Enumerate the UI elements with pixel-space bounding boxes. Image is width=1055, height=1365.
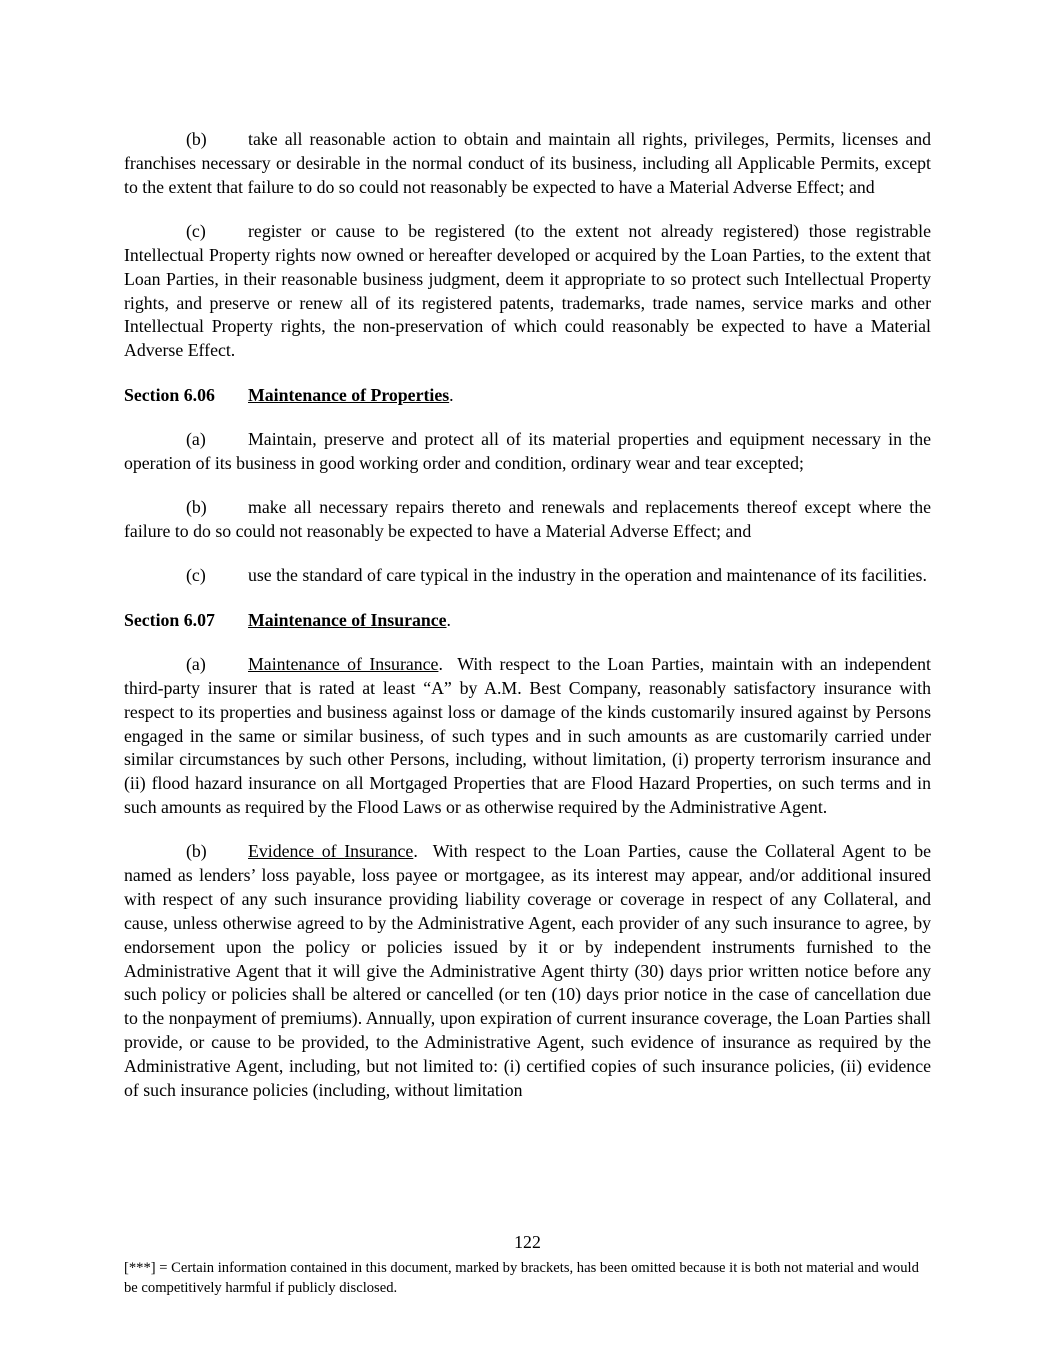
clause-text: register or cause to be registered (to the extent not already registered) those registrable Intellectual Property rights now owned or hereafter developed or acquired by the Loan Parties, to the extent that Loan Parties, in their reasonable business judgment, deem it appropriate to so protect such Intellectual Property rights, and preserve or renew all of its registered patents, trademarks, trade names, service marks and other Intellectual Property rights, the non-preservation of which could reasonably be expected to have a Material Adverse Effect. [124,221,931,361]
section-heading-6-07 [124,609,931,633]
clause-6-06-a [124,428,931,476]
clause-label: (a) [186,654,206,674]
document-body [124,128,931,1123]
redaction-footnote: [***] = Certain information contained in this document, marked by brackets, has been omitted because it is both not material and would be competitively harmful if publicly disclosed. [124,1260,919,1296]
clause-text: take all reasonable action to obtain and maintain all rights, privileges, Permits, licenses and franchises necessary or desirable in the normal conduct of its business, including all Applicable Permits, except to the extent that failure to do so could not reasonably be expected to have a Material Adverse Effect; and [124,129,931,197]
clause-text: use the standard of care typical in the industry in the operation and maintenance of its facilities. [248,565,927,586]
clause-heading: Evidence of Insurance [248,841,414,862]
page-number: 122 [514,1232,541,1252]
clause-heading-period: . [413,841,418,862]
section-heading-6-06 [124,384,931,408]
clause-heading-period: . [438,654,443,674]
clause-6-06-c [124,564,931,588]
clause-text: Maintain, preserve and protect all of its material properties and equipment necessary in the operation of its business in good working order and condition, ordinary wear and tear excepted; [124,428,931,473]
section-title-period: . [449,384,454,405]
clause-b-permits [124,128,931,200]
clause-c-intellectual-property [124,220,931,363]
section-title: Maintenance of Properties [248,384,450,405]
clause-label: (c) [186,221,206,242]
section-title-period: . [446,609,451,630]
clause-6-06-b [124,496,931,544]
clause-label: (b) [186,129,207,149]
clause-6-07-b [124,840,931,1102]
clause-label: (a) [186,428,206,449]
section-title: Maintenance of Insurance [248,609,447,630]
clause-6-07-a [124,653,931,820]
clause-text: With respect to the Loan Parties, cause the Collateral Agent to be named as lenders’ loss payable, loss payee or mortgagee, as its interest may appear, and/or additional insured with respect of any such insurance providing liability coverage or coverage in respect of any Collateral, and cause, unless otherwise agreed to by the Administrative Agent, each provider of any such insurance to agree, by endorsement upon the policy or policies issued by it or by independent instruments furnished to the Administrative Agent that it will give the Administrative Agent thirty (30) days prior written notice before any such policy or policies shall be altered or cancelled (or ten (10) days prior notice in the case of cancellation due to the nonpayment of premiums). Annually, upon expiration of current insurance coverage, the Loan Parties shall provide, or cause to be provided, to the Administrative Agent, such evidence of insurance as required by the Administrative Agent, including, but not limited to: (i) certified copies of such insurance policies, (ii) evidence of such insurance policies (including, without limitation [124,841,931,1100]
clause-heading: Maintenance of Insurance [248,654,439,674]
clause-label: (b) [186,841,207,862]
clause-text: With respect to the Loan Parties, maintain with an independent third-party insurer that is rated at least “A” by A.M. Best Company, reasonably satisfactory insurance with respect to its properties and business against loss or damage of the kinds customarily insured against by Persons engaged in the same or similar business, of such types and in such amounts as are customarily carried under similar circumstances by such other Persons, including, without limitation, (i) property terrorism insurance and (ii) flood hazard insurance on all Mortgaged Properties that are Flood Hazard Properties, on such terms and in such amounts as required by the Flood Laws or as otherwise required by the Administrative Agent. [124,654,931,818]
clause-label: (b) [186,497,207,518]
clause-text: make all necessary repairs thereto and renewals and replacements thereof except where the failure to do so could not reasonably be expected to have a Material Adverse Effect; and [124,497,931,541]
clause-label: (c) [186,565,206,586]
section-number: Section 6.07 [124,609,215,630]
section-number: Section 6.06 [124,384,215,405]
